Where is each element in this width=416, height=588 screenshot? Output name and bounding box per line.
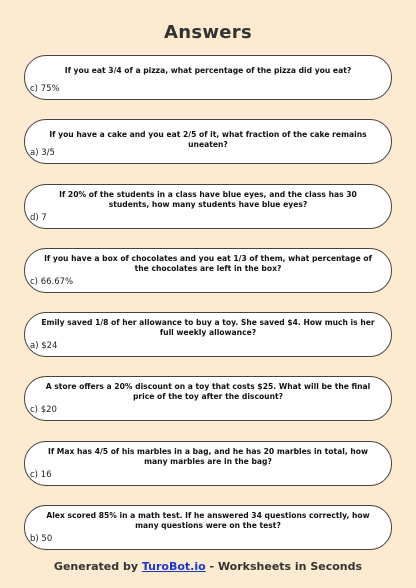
answer-text: c) 75% [30, 84, 60, 94]
answer-card-8 [24, 505, 392, 550]
question-text: A store offers a 20% discount on a toy that costs $25. What will be the final price of the toy after the discount? [45, 382, 371, 402]
answer-text: c) 16 [30, 469, 52, 480]
question-text: If Max has 4/5 of his marbles in a bag, and he has 20 marbles in total, how many marbles are in the bag? [48, 446, 368, 466]
footer [0, 560, 416, 573]
question-text: If you have a box of chocolates and you eat 1/3 of them, what percentage of the chocolates are left in the box? [44, 253, 372, 273]
page-title: Answers [164, 22, 252, 43]
answer-card-5 [24, 312, 392, 357]
answer-card-7 [24, 441, 392, 486]
answer-card-6 [24, 376, 392, 421]
answer-text: b) 50 [30, 534, 53, 545]
turobot-link[interactable]: TuroBot.io [141, 560, 206, 573]
answer-text: a) 3/5 [30, 148, 55, 159]
answer-card-3 [24, 184, 392, 229]
answer-card-2 [24, 119, 392, 164]
question-text: If you eat 3/4 of a pizza, what percentage of the pizza did you eat? [64, 66, 352, 75]
answer-card-1 [24, 55, 392, 100]
question-text: Alex scored 85% in a math test. If he answered 34 questions correctly, how many questions were on the test? [46, 511, 370, 531]
question-text: Emily saved 1/8 of her allowance to buy a toy. She saved $4. How much is her full weekly allowance? [41, 318, 375, 338]
answer-text: d) 7 [30, 212, 47, 223]
footer-prefix: Generated by [53, 560, 139, 573]
footer-suffix: - Worksheets in Seconds [209, 560, 363, 573]
answer-list [24, 55, 392, 569]
answer-text: a) $24 [30, 341, 58, 352]
answer-card-4 [24, 248, 392, 293]
question-text: If 20% of the students in a class have blue eyes, and the class has 30 students, how many students have blue eyes? [59, 189, 357, 209]
answer-text: c) $20 [30, 405, 57, 416]
question-text: If you have a cake and you eat 2/5 of it, what fraction of the cake remains uneaten? [49, 130, 367, 150]
answer-text: c) 66.67% [30, 276, 74, 287]
